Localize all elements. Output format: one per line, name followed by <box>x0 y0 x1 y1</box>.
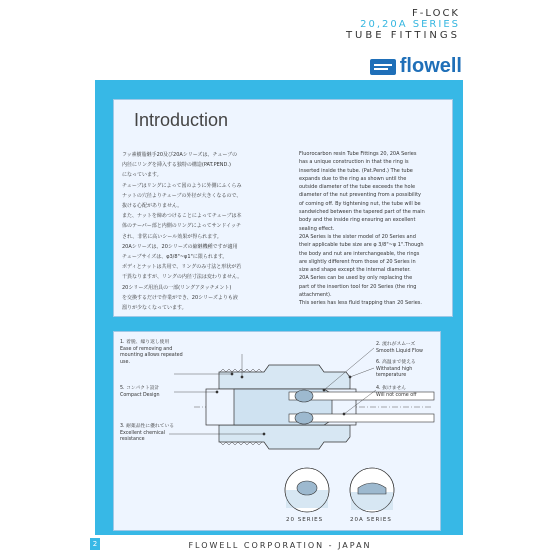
diagram-box <box>113 331 441 531</box>
label-will-not-come-off <box>376 386 417 399</box>
en-text-line: the body and nut are interchangeable, the rings <box>299 250 420 257</box>
label-text-line: Withstand high <box>376 366 413 372</box>
en-text-line: outside diameter of the tube exceeds the hole <box>299 184 416 191</box>
fitting-body <box>206 365 356 449</box>
series-detail-20 <box>285 468 329 512</box>
series-20-caption: 20 SERIES <box>286 517 324 523</box>
jp-text-line: 20Aシリーズは、20シリーズの縮継機種ですが適用 <box>122 243 238 250</box>
introduction-title: Introduction <box>134 110 229 130</box>
label-text-line: 5. コンパクト設計 <box>120 386 160 391</box>
label-text-line: temperature <box>376 373 407 378</box>
en-text-line: size and shape except the internal diameter. <box>299 267 411 274</box>
label-high-temperature <box>376 360 416 380</box>
flowell-logo <box>370 55 462 78</box>
jp-text-line: 体のテーパー部と内側のリングによってサンドイッチ <box>122 223 242 230</box>
header-line-2: 20,20A SERIES <box>360 19 460 30</box>
en-text-line: 20A Series can be used by only replacing the <box>299 275 413 282</box>
footer-text: FLOWELL CORPORATION - JAPAN <box>188 541 372 550</box>
label-chemical-resistance <box>120 424 174 444</box>
flowell-logo-icon <box>370 59 396 75</box>
label-text-line: Excellent chemical <box>120 430 165 436</box>
en-text-line: their applicable tube size are φ 3/8"~φ 1".Though <box>299 242 424 249</box>
series-20a-caption: 20A SERIES <box>350 517 392 523</box>
en-text-line: part of the insertion tool for 20 Series (the ring <box>299 283 417 290</box>
label-text-line: 6. 高温まで使える <box>376 360 416 365</box>
jp-text-line: チューブはリングによって図のように外側にふくらみ <box>122 182 242 189</box>
jp-text-line: 20シリーズ用治具の一部(リングアタッチメント) <box>122 284 232 291</box>
label-text-line: Will not come off <box>376 392 417 398</box>
label-text-line: 4. 抜けません <box>376 386 407 391</box>
en-text-line: has a unique construction in that the ring is <box>299 159 409 166</box>
label-text-line: 3. 耐薬品性に優れている <box>120 424 175 429</box>
jp-text-line: また、ナットを締めつけることによってチューブは本 <box>122 213 242 220</box>
label-text-line: resistance <box>120 437 145 442</box>
header-series <box>346 8 460 41</box>
en-text-line: are slightly different from those of 20 Series in <box>299 258 416 265</box>
en-text-line: body and the inside ring ensuring an excellent <box>299 217 416 224</box>
en-text-line: sandwiched between the tapered part of the main <box>299 209 425 216</box>
label-text-line: Ease of removing and <box>120 346 173 352</box>
en-text-line: attachment). <box>299 292 332 299</box>
series-detail-20a <box>350 468 394 512</box>
english-text <box>299 150 444 308</box>
label-text-line: Smooth Liquid Flow <box>376 348 423 354</box>
jp-text-line: フッ素樹脂継手20及び20Aシリーズは、チューブの <box>122 152 238 158</box>
label-text-line: 2. 流れがスムーズ <box>376 342 416 347</box>
jp-text-line: ボディとナットは共用で、リングのみ寸法と形状が若 <box>122 264 242 271</box>
jp-text-line: 内径にリングを挿入する独特の構造(PAT.PEND.) <box>122 162 231 169</box>
logo-text: flowell <box>399 55 462 77</box>
label-easy-removal <box>120 340 183 366</box>
label-text-line: use. <box>120 359 131 365</box>
label-smooth-flow <box>376 342 423 355</box>
label-text-line: Compact Design <box>120 392 160 398</box>
jp-text-line: され、非常に高いシール効果が得られます。 <box>122 233 222 240</box>
jp-text-line: ナットの穴径よりチューブの外径が大きくなるので、 <box>122 192 242 199</box>
label-text-line: mounting allows repeated <box>120 353 183 358</box>
japanese-text <box>122 150 287 313</box>
en-text-line: diameter of the nut preventing from a possibility <box>299 192 421 199</box>
jp-text-line: チューブサイズは、φ3/8"~φ1"に限られます。 <box>122 254 228 261</box>
en-text-line: inserted inside the tube. (Pat.Pend.) The tube <box>299 167 413 174</box>
header-line-1: F-LOCK <box>412 8 460 19</box>
label-text-line: 1. 着脱、繰り返し使用 <box>120 340 170 345</box>
header-line-3: TUBE FITTINGS <box>345 30 460 41</box>
jp-text-line: 溜りが少なくなっています。 <box>122 305 187 312</box>
page-number: 2 <box>90 538 100 550</box>
en-text-line: This series has less fluid trapping than 20 Series. <box>299 300 422 307</box>
jp-text-line: 抜ける心配がありません。 <box>122 203 183 210</box>
blue-panel <box>95 80 463 535</box>
introduction-box <box>113 99 453 317</box>
en-text-line: sealing effect. <box>299 225 335 232</box>
en-text-line: expands due to the ring as shown until the <box>299 175 407 182</box>
label-compact-design <box>120 386 160 399</box>
en-text-line: 20A Series is the sister model of 20 Series and <box>299 233 416 240</box>
jp-text-line: 干異なりますが、リングの内径寸法は変わりません。 <box>122 274 243 281</box>
en-text-line: of coming off. By tightening nut, the tube will be <box>299 200 421 207</box>
jp-text-line: を交換するだけで作業ができ、20シリーズよりも液 <box>122 294 238 301</box>
jp-text-line: になっています。 <box>122 172 162 179</box>
en-text-line: Fluorocarbon resin Tube Fittings 20, 20A Series <box>299 151 417 157</box>
